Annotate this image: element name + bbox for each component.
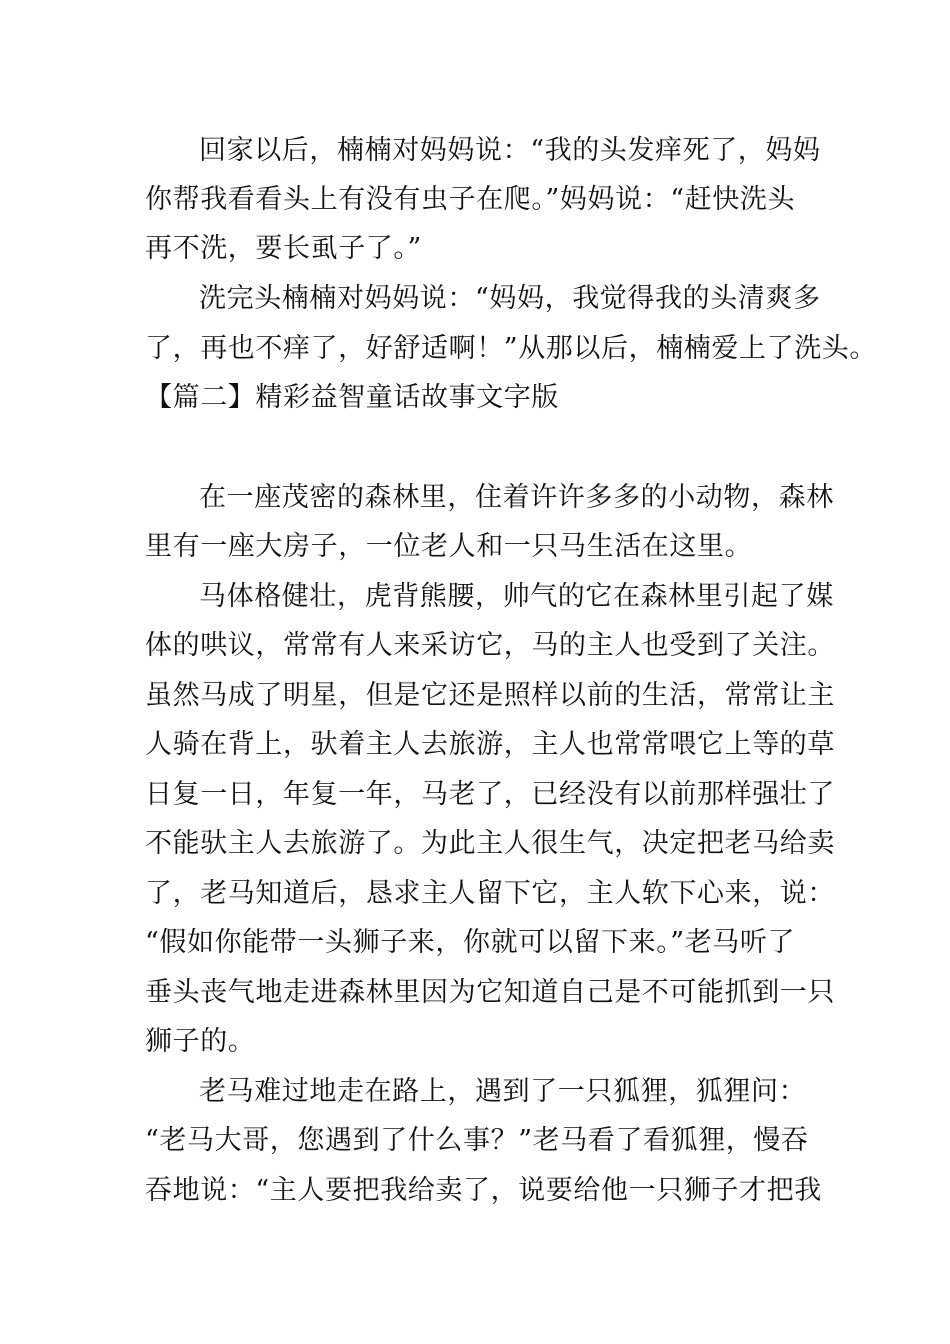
text-line: 不能驮主人去旅游了。为此主人很生气，决定把老马给卖 (145, 828, 835, 859)
text-line: 了，再也不痒了，好舒适啊！”从那以后，楠楠爱上了洗头。 (145, 333, 878, 364)
text-line: 马体格健壮，虎背熊腰，帅气的它在森林里引起了媒 (199, 581, 834, 612)
text-line: 回家以后，楠楠对妈妈说：“我的头发痒死了，妈妈 (199, 135, 821, 166)
text-line: 人骑在背上，驮着主人去旅游，主人也常常喂它上等的草 (145, 729, 835, 760)
text-line: 垂头丧气地走进森林里因为它知道自己是不可能抓到一只 (145, 977, 835, 1008)
text-line: 虽然马成了明星，但是它还是照样以前的生活，常常让主 (145, 680, 835, 711)
text-line: 再不洗，要长虱子了。” (145, 233, 422, 264)
text-line: “假如你能带一头狮子来，你就可以留下来。”老马听了 (145, 927, 796, 958)
text-line: 你帮我看看头上有没有虫子在爬。”妈妈说：“赶快洗头 (145, 184, 796, 215)
text-line: 里有一座大房子，一位老人和一只马生活在这里。 (145, 531, 753, 562)
text-line: “老马大哥，您遇到了什么事？”老马看了看狐狸，慢吞 (145, 1125, 809, 1156)
text-line: 了，老马知道后，恳求主人留下它，主人软下心来，说： (145, 878, 835, 909)
text-line: 吞地说：“主人要把我给卖了，说要给他一只狮子才把我 (145, 1175, 822, 1206)
text-line: 老马难过地走在路上，遇到了一只狐狸，狐狸问： (199, 1076, 807, 1107)
text-line: 狮子的。 (145, 1026, 256, 1057)
text-line: 日复一日，年复一年，马老了，已经没有以前那样强壮了 (145, 779, 835, 810)
text-line: 在一座茂密的森林里，住着许许多多的小动物，森林 (199, 482, 834, 513)
text-line: 洗完头楠楠对妈妈说：“妈妈，我觉得我的头清爽多 (199, 283, 821, 314)
text-line: 体的哄议，常常有人来采访它，马的主人也受到了关注。 (145, 630, 835, 661)
section-heading: 【篇二】精彩益智童话故事文字版 (145, 382, 559, 413)
